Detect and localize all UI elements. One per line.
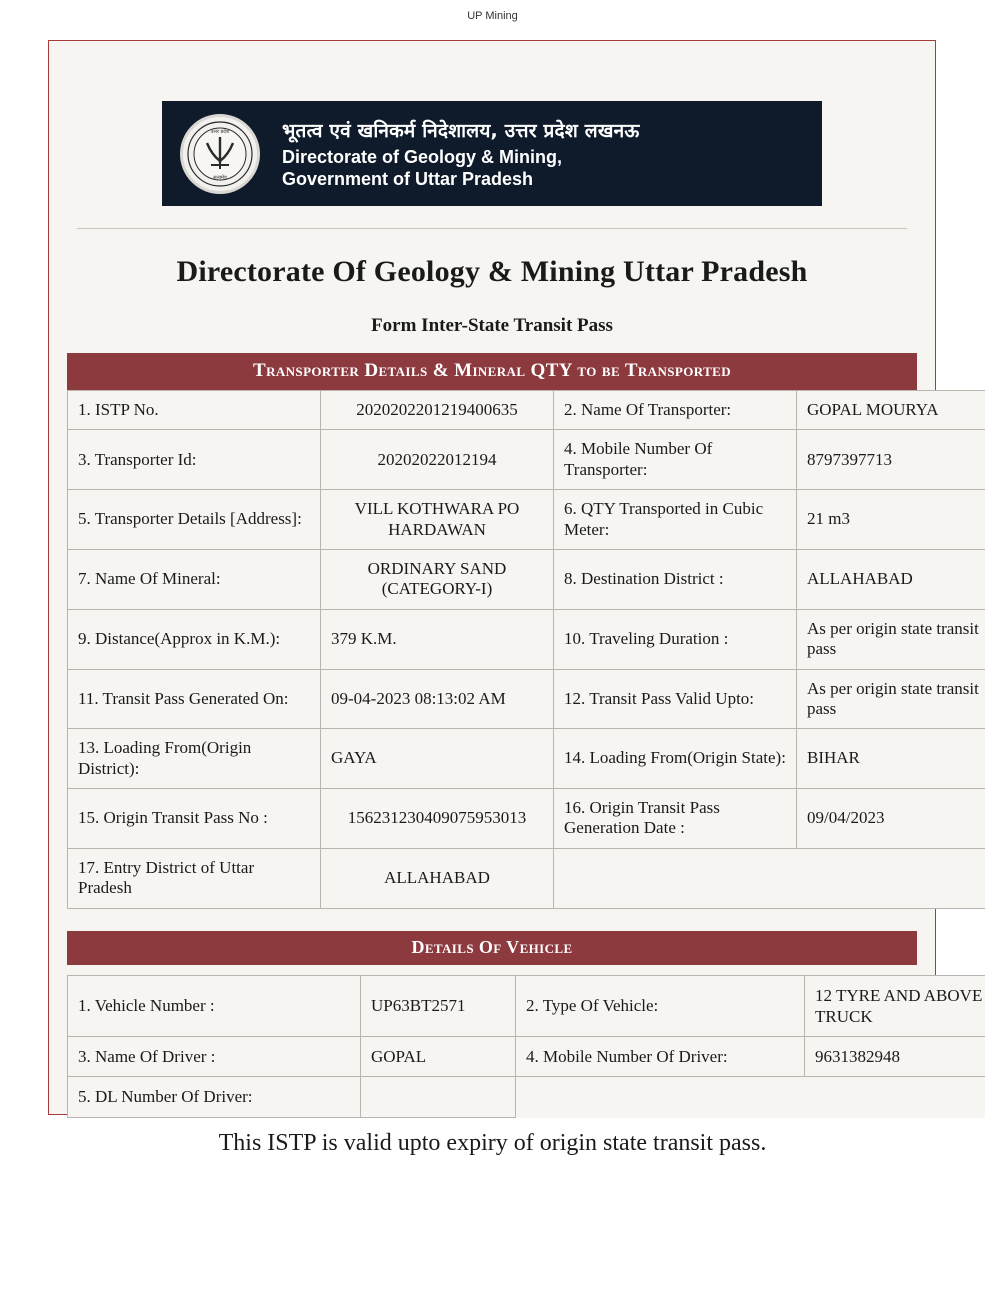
table-row [68,729,985,789]
field-value: GOPAL MOURYA [797,391,985,430]
header-divider [77,228,907,229]
field-value: 09/04/2023 [797,789,985,849]
field-value: 8797397713 [797,430,985,490]
field-label: 5. DL Number Of Driver: [68,1077,361,1117]
field-label: 15. Origin Transit Pass No : [68,789,321,849]
field-label: 17. Entry District of Uttar Pradesh [68,848,321,908]
field-label: 4. Mobile Number Of Transporter: [554,430,797,490]
header-hindi-line: भूतत्व एवं खनिकर्म निदेशालय, उत्तर प्रदेश लखनऊ [282,119,640,142]
field-value: ALLAHABAD [321,848,554,908]
field-label: 2. Type Of Vehicle: [516,975,805,1037]
field-label: 10. Traveling Duration : [554,609,797,669]
field-label: 11. Transit Pass Generated On: [68,669,321,729]
field-value: 9631382948 [805,1037,985,1077]
field-value: ORDINARY SAND (CATEGORY-I) [321,549,554,609]
field-value: GOPAL [361,1037,516,1077]
table-row [68,490,985,550]
header-english-line-1: Directorate of Geology & Mining, [282,146,563,167]
svg-text:सत्यमेव: सत्यमेव [213,174,227,181]
field-label: 5. Transporter Details [Address]: [68,490,321,550]
field-label: 2. Name Of Transporter: [554,391,797,430]
table-row [68,1077,985,1117]
department-header-banner [162,101,822,206]
spacer-cell [805,1077,985,1117]
table-row [68,848,985,908]
table-row [68,430,985,490]
field-label: 3. Name Of Driver : [68,1037,361,1077]
field-label: 8. Destination District : [554,549,797,609]
field-value: 2020202201219400635 [321,391,554,430]
field-label: 14. Loading From(Origin State): [554,729,797,789]
field-label: 9. Distance(Approx in K.M.): [68,609,321,669]
table-row [68,789,985,849]
field-value: BIHAR [797,729,985,789]
field-value: As per origin state transit pass [797,669,985,729]
empty-cell [554,848,985,908]
table-row [68,391,985,430]
document-subtitle: Form Inter-State Transit Pass [371,315,613,336]
uttar-pradesh-emblem-icon [180,114,260,194]
field-value: 20202022012194 [321,430,554,490]
field-value: As per origin state transit pass [797,609,985,669]
spacer-cell [516,1077,805,1117]
table-row [68,609,985,669]
validity-note: This ISTP is valid upto expiry of origin state transit pass. [218,1130,767,1156]
header-english-line-2: Government of Uttar Pradesh [282,169,534,189]
document-title: Directorate Of Geology & Mining Uttar Pradesh [176,255,808,288]
svg-text:उत्तर प्रदेश: उत्तर प्रदेश [210,128,230,135]
field-label: 6. QTY Transported in Cubic Meter: [554,490,797,550]
field-value: ALLAHABAD [797,549,985,609]
vehicle-details-table [67,975,985,1118]
field-value: UP63BT2571 [361,975,516,1037]
field-value [361,1077,516,1117]
table-row [68,1037,985,1077]
browser-tab-title: UP Mining [0,0,985,28]
transporter-section-header: Transporter Details & Mineral QTY to be Transported [67,353,917,390]
vehicle-section-header: Details Of Vehicle [67,931,917,965]
field-value: VILL KOTHWARA PO HARDAWAN [321,490,554,550]
table-row [68,669,985,729]
field-label: 1. ISTP No. [68,391,321,430]
field-value: 21 m3 [797,490,985,550]
field-label: 4. Mobile Number Of Driver: [516,1037,805,1077]
field-label: 3. Transporter Id: [68,430,321,490]
field-label: 16. Origin Transit Pass Generation Date : [554,789,797,849]
transporter-details-table [67,390,985,909]
field-value: 09-04-2023 08:13:02 AM [321,669,554,729]
field-label: 13. Loading From(Origin District): [68,729,321,789]
field-value: 12 TYRE AND ABOVE TRUCK [805,975,985,1037]
field-label: 1. Vehicle Number : [68,975,361,1037]
field-value: 156231230409075953013 [321,789,554,849]
table-row [68,549,985,609]
transit-pass-document [48,40,983,1115]
field-label: 12. Transit Pass Valid Upto: [554,669,797,729]
field-label: 7. Name Of Mineral: [68,549,321,609]
table-row [68,975,985,1037]
field-value: GAYA [321,729,554,789]
field-value: 379 K.M. [321,609,554,669]
